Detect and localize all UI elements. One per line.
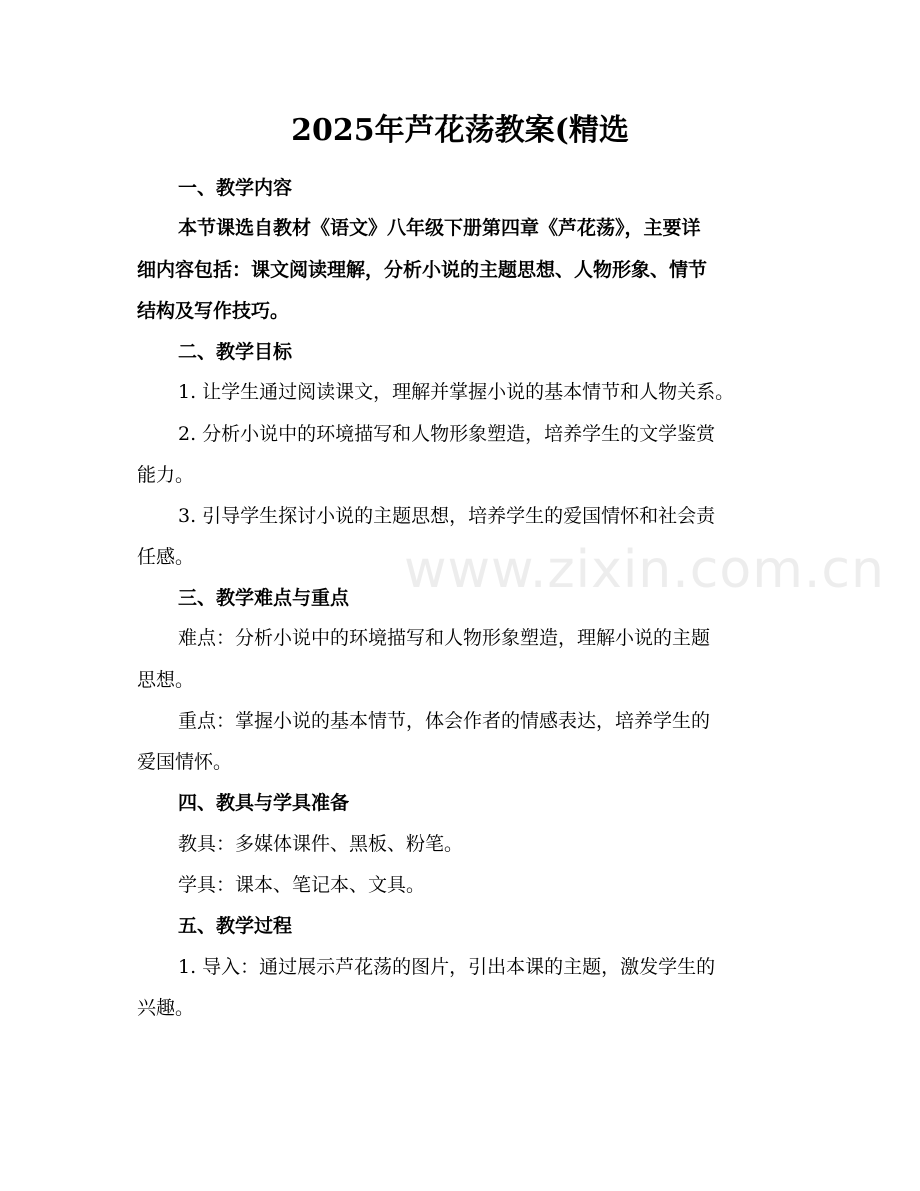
paragraph-line: 难点：分析小说中的环境描写和人物形象塑造，理解小说的主题: [178, 627, 711, 649]
paragraph-line: 细内容包括：课文阅读理解，分析小说的主题思想、人物形象、情节: [137, 259, 708, 281]
list-item: 2. 分析小说中的环境描写和人物形象塑造，培养学生的文学鉴赏: [178, 423, 716, 445]
list-item-continued: 兴趣。: [137, 997, 195, 1019]
watermark: www.zixin.com.cn: [404, 540, 885, 600]
section-heading: 一、教学内容: [178, 177, 293, 199]
section-heading: 五、教学过程: [178, 915, 293, 937]
list-item: 1. 导入：通过展示芦花荡的图片，引出本课的主题，激发学生的: [178, 956, 716, 978]
paragraph-line: 教具：多媒体课件、黑板、粉笔。: [178, 833, 464, 855]
paragraph-line: 思想。: [137, 669, 195, 691]
paragraph-line: 重点：掌握小说的基本情节，体会作者的情感表达，培养学生的: [178, 710, 711, 732]
section-heading: 三、教学难点与重点: [178, 587, 350, 609]
paragraph-line: 结构及写作技巧。: [137, 300, 290, 322]
list-item: 3. 引导学生探讨小说的主题思想，培养学生的爱国情怀和社会责: [178, 505, 716, 527]
list-item-continued: 能力。: [137, 464, 195, 486]
paragraph-line: 学具：课本、笔记本、文具。: [178, 874, 426, 896]
section-heading: 二、教学目标: [178, 341, 293, 363]
document-title: 2025年芦花荡教案(精选: [291, 113, 629, 148]
list-item: 1. 让学生通过阅读课文，理解并掌握小说的基本情节和人物关系。: [178, 381, 735, 403]
paragraph-line: 爱国情怀。: [137, 751, 233, 773]
list-item-continued: 任感。: [137, 546, 195, 568]
section-heading: 四、教具与学具准备: [178, 792, 350, 814]
paragraph-line: 本节课选自教材《语文》八年级下册第四章《芦花荡》，主要详: [178, 217, 701, 239]
